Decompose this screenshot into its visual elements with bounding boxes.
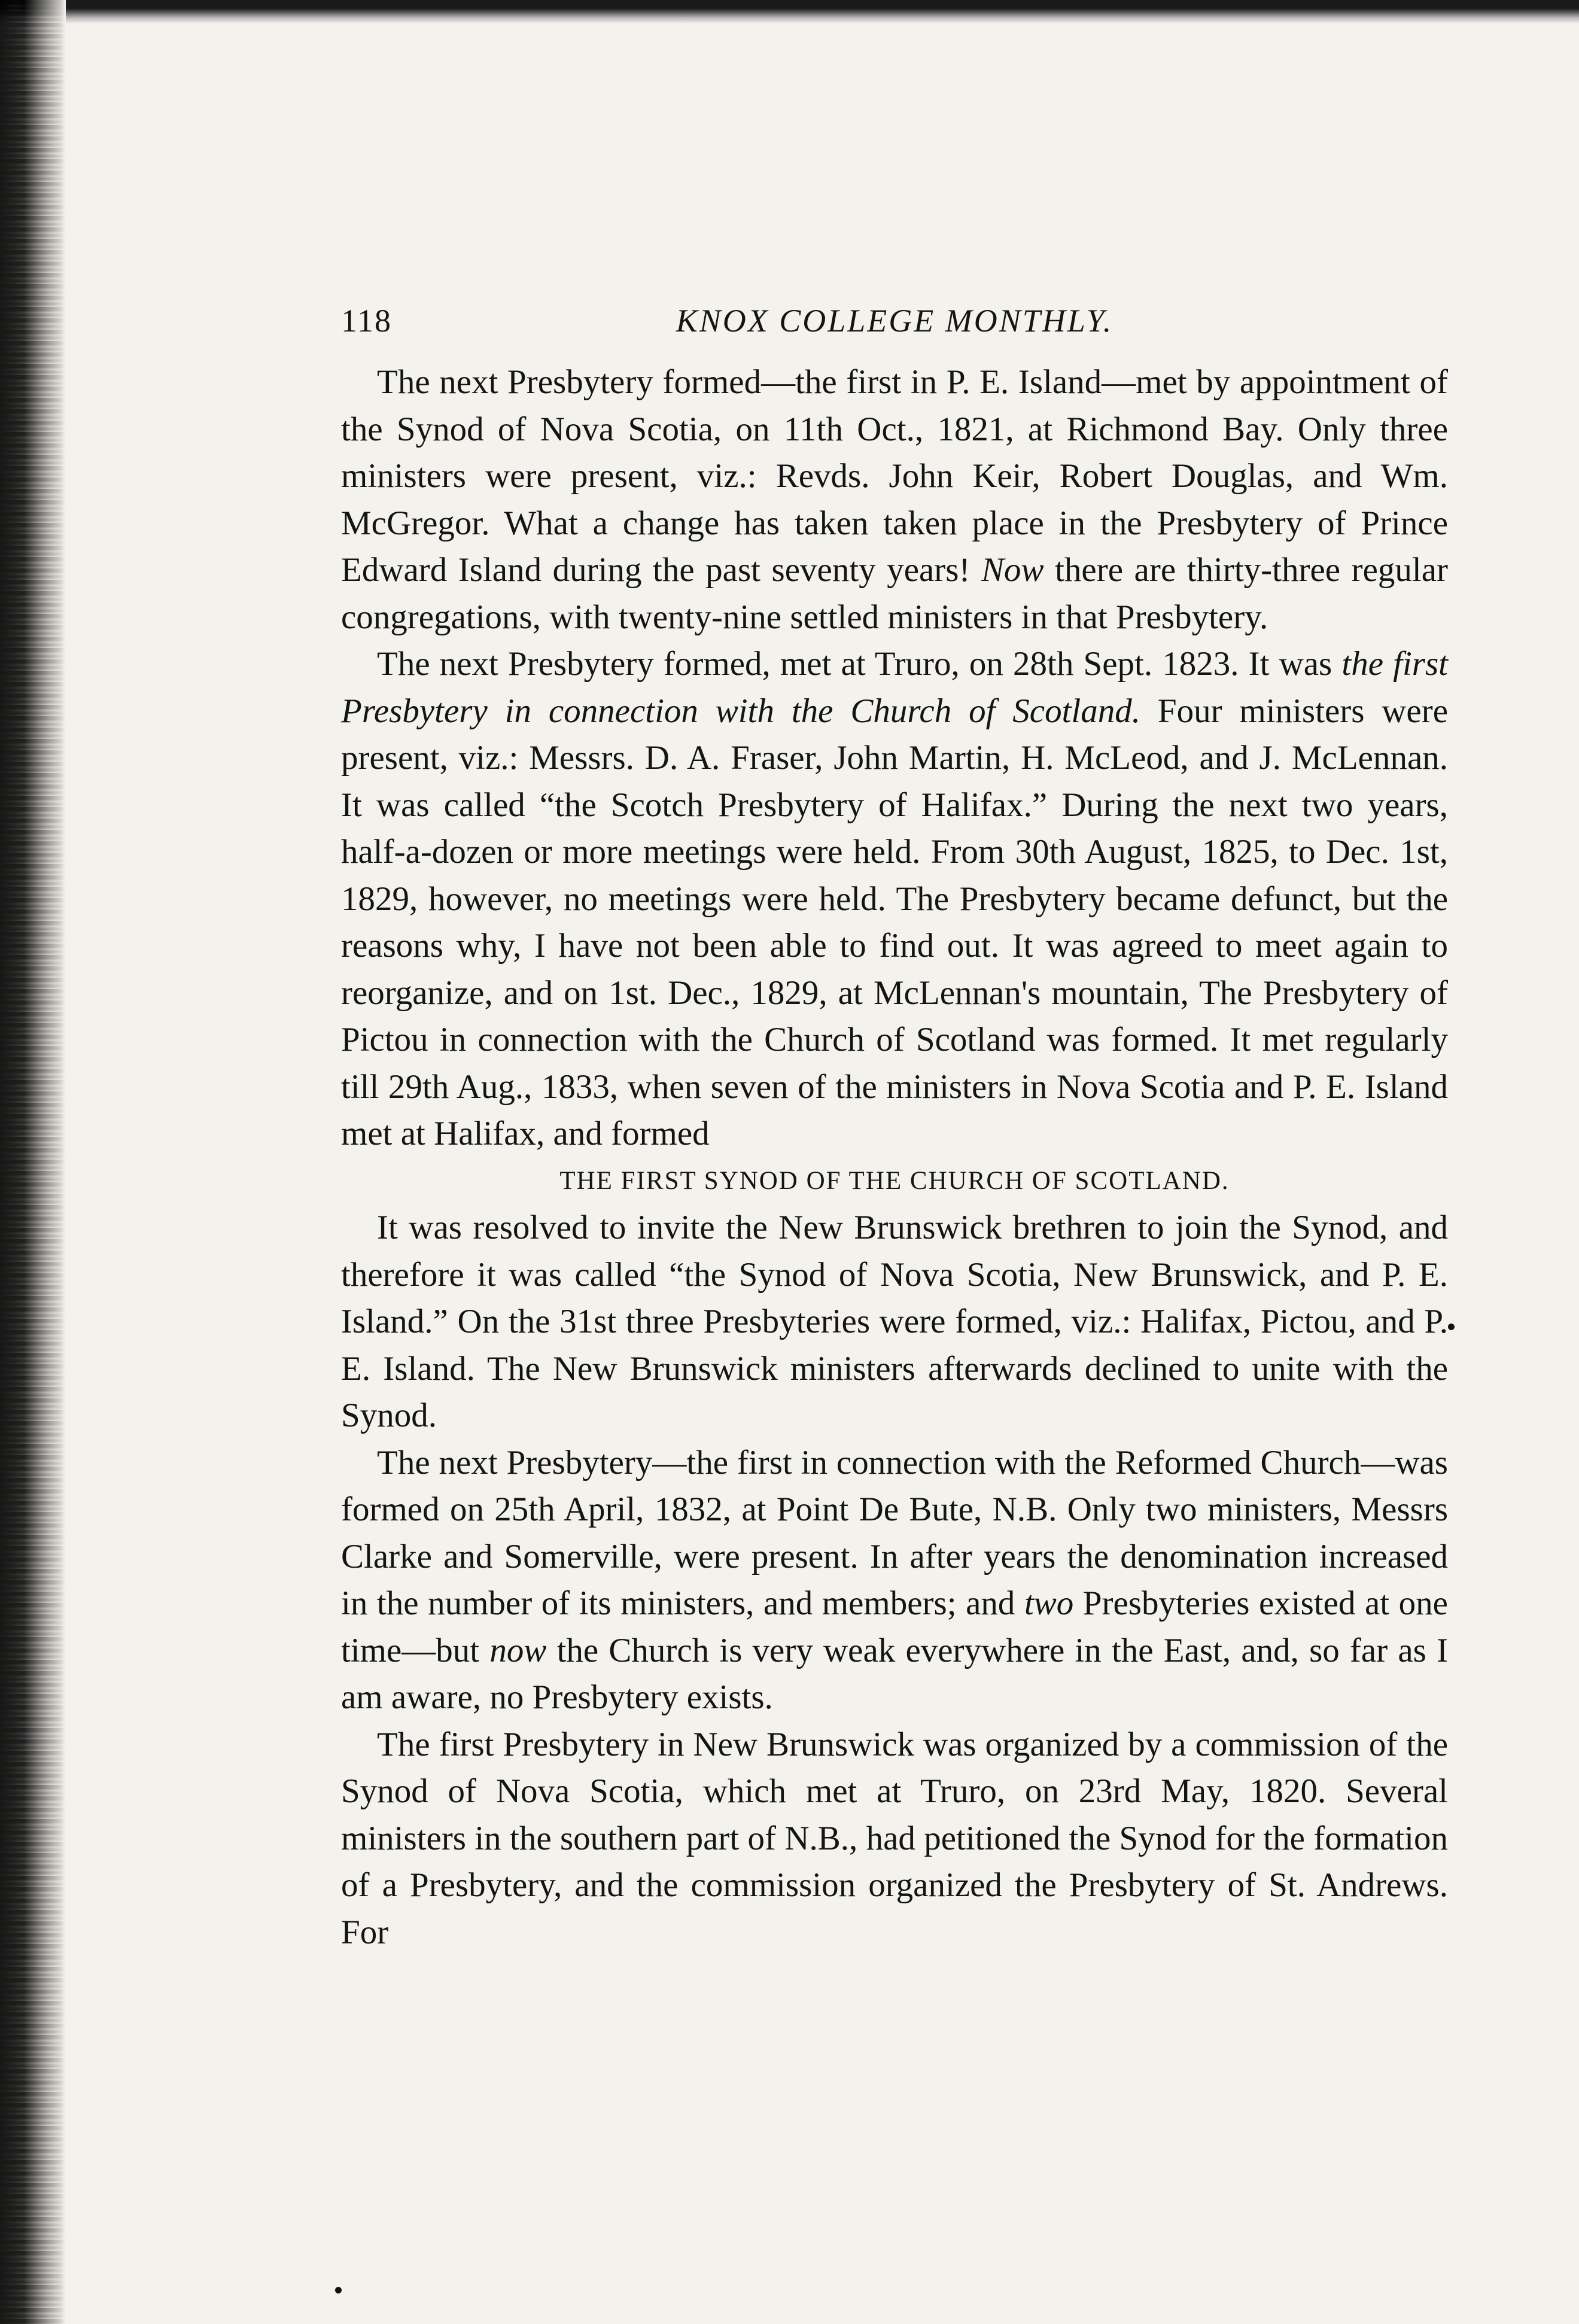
paragraph-text: The next Presbytery—the first in connection with the Reformed Church—was formed on 25th April, 1832, at Point De Bute, N.B. Only two ministers, Messrs Clarke and Somerville, were present. In after years the denomination increased in the number of its ministers, and members; and	[341, 1443, 1448, 1622]
ink-speck	[1448, 1324, 1455, 1330]
document-page	[341, 302, 1448, 2217]
paragraph-text: there are thirty-three regular congregations, with twenty-nine settled ministers in that Presbytery.	[341, 551, 1449, 636]
scan-binding-fade	[0, 0, 66, 2324]
ink-speck	[335, 2287, 342, 2293]
paragraph-text: the Church is very weak everywhere in the East, and, so far as I am aware, no Presbytery exists.	[341, 1631, 1449, 1716]
italic-first-presbytery: the first Presbytery in connection with the Church of Scotland.	[341, 645, 1449, 730]
paragraph-synod	[341, 1204, 1448, 1440]
italic-now: now	[489, 1631, 547, 1669]
paragraph-text: It was resolved to invite the New Brunswick brethren to join the Synod, and therefore it was called “the Synod of Nova Scotia, New Brunswick, and P. E. Island.” On the 31st three Presbyteries were formed, viz.: Halifax, Pictou, and P. E. Island. The New Brunswick ministers afterwards declined to unite with the Synod.	[341, 1209, 1448, 1434]
section-heading: THE FIRST SYNOD OF THE CHURCH OF SCOTLAND.	[559, 1166, 1230, 1195]
paragraph-text: The first Presbytery in New Brunswick was organized by a commission of the Synod of Nova Scotia, which met at Truro, on 23rd May, 1820. Several ministers in the southern part of N.B., had petitioned the Synod for the formation of a Presbytery, and the commission organized the Presbytery of St. Andrews. For	[341, 1725, 1448, 1951]
page-number: 118	[341, 303, 392, 339]
italic-now: Now	[981, 551, 1044, 589]
italic-two: two	[1024, 1584, 1074, 1622]
paragraph-text: Presbyteries existed at one time—but	[341, 1584, 1448, 1669]
paragraph-reformed-church	[341, 1440, 1448, 1721]
paragraph-text: Four ministers were present, viz.: Messrs. D. A. Fraser, John Martin, H. McLeod, and J. McLennan. It was called “the Scotch Presbytery of Halifax.” During the next two years, half-a-dozen or more meetings were held. From 30th August, 1825, to Dec. 1st, 1829, however, no meetings were held. The Presbytery became defunct, but the reasons why, I have not been able to find out. It was agreed to meet again to reorganize, and on 1st. Dec., 1829, at McLennan's mountain, The Presbytery of Pictou in connection with the Church of Scotland was formed. It met regularly till 29th Aug., 1833, when seven of the ministers in Nova Scotia and P. E. Island met at Halifax, and formed	[341, 692, 1449, 1152]
paragraph-pe-island	[341, 359, 1448, 641]
journal-title: KNOX COLLEGE MONTHLY.	[676, 303, 1113, 339]
paragraph-text: The next Presbytery formed—the first in P. E. Island—met by appointment of the Synod of Nova Scotia, on 11th Oct., 1821, at Richmond Bay. Only three ministers were present, viz.: Revds. John Keir, Robert Douglas, and Wm. McGregor. What a change has taken taken place in the Presbytery of Prince Edward Island during the past seventy years!	[341, 363, 1448, 589]
paragraph-truro-1823	[341, 641, 1448, 1158]
paragraph-text: The next Presbytery formed, met at Truro, on 28th Sept. 1823. It was	[377, 645, 1332, 683]
scan-top-edge	[0, 0, 1579, 24]
paragraph-new-brunswick	[341, 1721, 1448, 1957]
running-head	[341, 302, 1448, 359]
